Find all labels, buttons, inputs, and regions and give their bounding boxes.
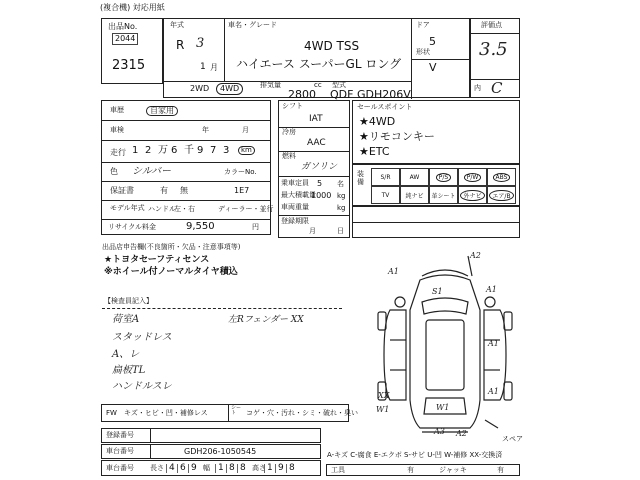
remarks-label: 出品店申告欄(不良箇所・欠品・注意事項等) bbox=[102, 243, 241, 251]
dimension-digit: 8 bbox=[226, 464, 235, 473]
seat-options: コゲ・穴・汚れ・シミ・破れ・臭い bbox=[246, 409, 358, 417]
jack-value: 有 bbox=[497, 466, 504, 474]
aircon-label: 冷房 bbox=[282, 128, 296, 136]
equipment-cell bbox=[487, 168, 516, 186]
lot-number: 2315 bbox=[112, 58, 146, 73]
mileage-label: 走行 bbox=[110, 148, 126, 157]
spare-label: スペア bbox=[502, 435, 523, 443]
chassis-label: 車台番号 bbox=[106, 447, 134, 455]
registration-month: 月 bbox=[309, 227, 316, 235]
equipment-cell bbox=[458, 186, 487, 204]
inspection-year: 年 bbox=[202, 126, 209, 134]
details-box bbox=[101, 100, 274, 235]
selling-point-1: ★4WD bbox=[359, 115, 396, 128]
name-label: 車名・グレード bbox=[228, 21, 277, 29]
shift-label: シフト bbox=[282, 102, 303, 110]
displacement-label: 排気量 bbox=[260, 81, 281, 89]
steering-options: 左・右 bbox=[174, 205, 195, 213]
damage-mark-10: A3 bbox=[434, 427, 445, 436]
fuel-value: ガソリン bbox=[301, 162, 338, 172]
mileage-digit: 3 bbox=[223, 145, 230, 156]
load-label: 最大積載量 bbox=[281, 191, 316, 199]
model-code: QDF GDH206V bbox=[330, 88, 411, 101]
equipment-box bbox=[352, 164, 520, 206]
equipment-cell bbox=[371, 186, 400, 204]
equipment-item: 外ナビ bbox=[460, 190, 484, 201]
score-value: 3.5 bbox=[479, 39, 508, 60]
damage-mark-7: W1 bbox=[376, 405, 390, 414]
grade: 4WD TSS bbox=[304, 39, 360, 53]
warranty-label: 保証書 bbox=[110, 186, 134, 195]
shape-label: 形状 bbox=[416, 48, 430, 56]
registration-day: 日 bbox=[337, 227, 344, 235]
equipment-item: 革シート bbox=[431, 192, 456, 200]
reg-no-label: 登録番号 bbox=[106, 431, 134, 439]
inspector-note-3: A、レ bbox=[112, 349, 140, 360]
lot-box bbox=[101, 18, 163, 84]
drive-4wd-circled: 4WD bbox=[216, 83, 243, 95]
damage-mark-5: A1 bbox=[488, 339, 499, 348]
score-label: 評価点 bbox=[481, 21, 502, 29]
load-value: 1000 bbox=[311, 191, 332, 200]
color-no-label: カラーNo. bbox=[224, 168, 257, 176]
chassis-row bbox=[101, 444, 321, 459]
shift-value: IAT bbox=[309, 114, 323, 124]
equipment-cell bbox=[458, 168, 487, 186]
fw-label: FW bbox=[106, 409, 117, 417]
tool-value: 有 bbox=[407, 466, 414, 474]
lot-label: 出品No. bbox=[108, 22, 138, 31]
damage-mark-2: A1 bbox=[388, 267, 399, 276]
equipment-cell bbox=[400, 186, 429, 204]
equipment-item: AW bbox=[409, 173, 420, 181]
mileage-digit: 万 bbox=[158, 145, 168, 156]
equipment-item: エア/B bbox=[489, 190, 513, 201]
damage-mark-8: A1 bbox=[488, 387, 499, 396]
dimension-digit: 1 bbox=[215, 464, 224, 473]
doors-label: ドア bbox=[416, 21, 430, 29]
warranty-no: 無 bbox=[180, 186, 188, 195]
month: 1 bbox=[200, 62, 206, 72]
dimension-digit: 9 bbox=[275, 464, 284, 473]
selling-points-box bbox=[352, 100, 520, 164]
type-label: 型式 bbox=[332, 81, 346, 89]
header-note: (複合機) 対応用紙 bbox=[100, 3, 165, 12]
inspection-label: 車検 bbox=[110, 126, 124, 134]
selling-points-label: セールスポイント bbox=[357, 103, 413, 111]
year-label: 年式 bbox=[170, 21, 184, 29]
damage-mark-9: W1 bbox=[436, 403, 450, 412]
era: R bbox=[176, 38, 185, 52]
equipment-item: P/S bbox=[436, 173, 451, 182]
inspection-month: 月 bbox=[242, 126, 249, 134]
mileage-digit: 9 bbox=[197, 145, 204, 156]
capacity-value: 5 bbox=[317, 179, 323, 188]
model-name: ハイエース スーパーGL ロング bbox=[236, 57, 402, 71]
specs-box bbox=[278, 100, 350, 238]
model-note-label: モデル年式 bbox=[110, 204, 145, 212]
tools-row bbox=[326, 464, 520, 476]
steering-label: ハンドル bbox=[148, 205, 176, 213]
dimension-digit: 8 bbox=[237, 464, 246, 473]
dimension-label: 高さ bbox=[252, 464, 266, 472]
usage-value: 自家用 bbox=[146, 106, 178, 116]
inspector-note-2: スタッドレス bbox=[112, 332, 172, 343]
mileage-digit: 2 bbox=[145, 145, 152, 156]
inspector-note-5: ハンドルスレ bbox=[112, 381, 172, 392]
equipment-item: ABS bbox=[493, 173, 511, 182]
month-unit: 月 bbox=[210, 63, 218, 72]
equipment-cell bbox=[400, 168, 429, 186]
mileage-digit: 6 bbox=[171, 145, 178, 156]
damage-mark-3: S1 bbox=[432, 287, 443, 296]
dimension-digits bbox=[166, 462, 320, 475]
weight-unit: kg bbox=[337, 204, 346, 212]
interior-value: C bbox=[491, 79, 503, 97]
recycle-unit: 円 bbox=[252, 223, 259, 231]
dimensions-prefix: 車台番号 bbox=[106, 464, 134, 472]
mileage-unit: km bbox=[238, 146, 255, 155]
color-value: シルバー bbox=[132, 166, 172, 177]
color-code: 1E7 bbox=[234, 186, 250, 195]
capacity-unit: 名 bbox=[337, 180, 344, 188]
fw-options: キズ・ヒビ・凹・補修レス bbox=[124, 409, 208, 417]
registration-label: 登録期限 bbox=[281, 217, 309, 225]
displacement: 2800 bbox=[288, 88, 316, 101]
lot-stamp: 2044 bbox=[112, 33, 138, 45]
aircon-value: AAC bbox=[307, 138, 326, 148]
capacity-label: 乗車定員 bbox=[281, 179, 309, 187]
equipment-item: P/W bbox=[464, 173, 482, 182]
length-label: 長さ bbox=[150, 464, 164, 472]
inspector-note-right: 左Rフェンダー XX bbox=[228, 315, 304, 325]
equipment-item: 純ナビ bbox=[405, 192, 424, 200]
drive-2wd: 2WD bbox=[190, 84, 210, 93]
load-unit: kg bbox=[337, 192, 346, 200]
equipment-item: TV bbox=[381, 191, 390, 199]
dimension-digit: 6 bbox=[177, 464, 186, 473]
damage-mark-6: XX bbox=[378, 391, 390, 400]
doors: 5 bbox=[429, 35, 436, 48]
dimension-digit: 1 bbox=[264, 464, 273, 473]
reg-no-row bbox=[101, 428, 321, 443]
damage-mark-4: A1 bbox=[486, 285, 497, 294]
usage-label: 車歴 bbox=[110, 106, 124, 114]
damage-mark-11: A2 bbox=[456, 429, 467, 438]
chassis-value: GDH206-1050545 bbox=[184, 447, 257, 456]
mileage-digit: 7 bbox=[210, 145, 217, 156]
selling-point-2: ★リモコンキー bbox=[359, 130, 435, 143]
interior-mark: 内 bbox=[474, 84, 481, 92]
equipment-extra-box bbox=[352, 206, 520, 238]
mileage-digit: 1 bbox=[132, 145, 139, 156]
vehicle-box bbox=[163, 18, 470, 101]
weight-label: 車両重量 bbox=[281, 203, 309, 211]
recycle-value: 9,550 bbox=[186, 221, 215, 232]
shape: V bbox=[429, 61, 437, 74]
warranty-yes: 有 bbox=[160, 186, 168, 195]
damage-legend: A-キズ C-腐食 E-エクボ S-サビ U-凹 W-補修 XX-交換済 bbox=[327, 451, 503, 459]
remark-line-2: ※ホイール付ノーマルタイヤ積込 bbox=[104, 267, 238, 277]
score-box bbox=[470, 18, 520, 98]
equipment-cell bbox=[487, 186, 516, 204]
dimensions-row bbox=[101, 460, 321, 476]
equipment-cell bbox=[371, 168, 400, 186]
fuel-label: 燃料 bbox=[282, 152, 296, 160]
inspector-note-1: 荷室A bbox=[112, 314, 140, 325]
dealer-label: ディーラー・並行 bbox=[218, 205, 274, 213]
tool-label: 工具 bbox=[331, 466, 345, 474]
seat-label: シート bbox=[231, 405, 242, 416]
dimension-digit: 8 bbox=[286, 464, 295, 473]
color-label: 色 bbox=[110, 167, 118, 176]
inspector-label: 【検査員記入】 bbox=[104, 297, 153, 305]
equipment-item: S/R bbox=[380, 173, 391, 181]
dimension-digit: 4 bbox=[166, 464, 175, 473]
year: 3 bbox=[196, 36, 205, 51]
fw-seat-row bbox=[101, 404, 358, 422]
equipment-cell bbox=[429, 168, 458, 186]
equipment-grid bbox=[371, 168, 517, 204]
equipment-cell bbox=[429, 186, 458, 204]
dimension-digit: 9 bbox=[188, 464, 197, 473]
displacement-unit: cc bbox=[314, 81, 322, 89]
damage-mark-1: A2 bbox=[470, 251, 481, 260]
recycle-label: リサイクル料金 bbox=[108, 223, 157, 231]
jack-label: ジャッキ bbox=[439, 466, 467, 474]
mileage-digit: 千 bbox=[184, 145, 194, 156]
equipment-label: 装備 bbox=[357, 170, 364, 186]
selling-point-3: ★ETC bbox=[359, 145, 390, 158]
remark-line-1: ★トヨタセーフティセンス bbox=[104, 255, 210, 265]
dimension-label: 幅 bbox=[203, 464, 210, 472]
inspector-note-4: 扁板TL bbox=[112, 365, 146, 376]
